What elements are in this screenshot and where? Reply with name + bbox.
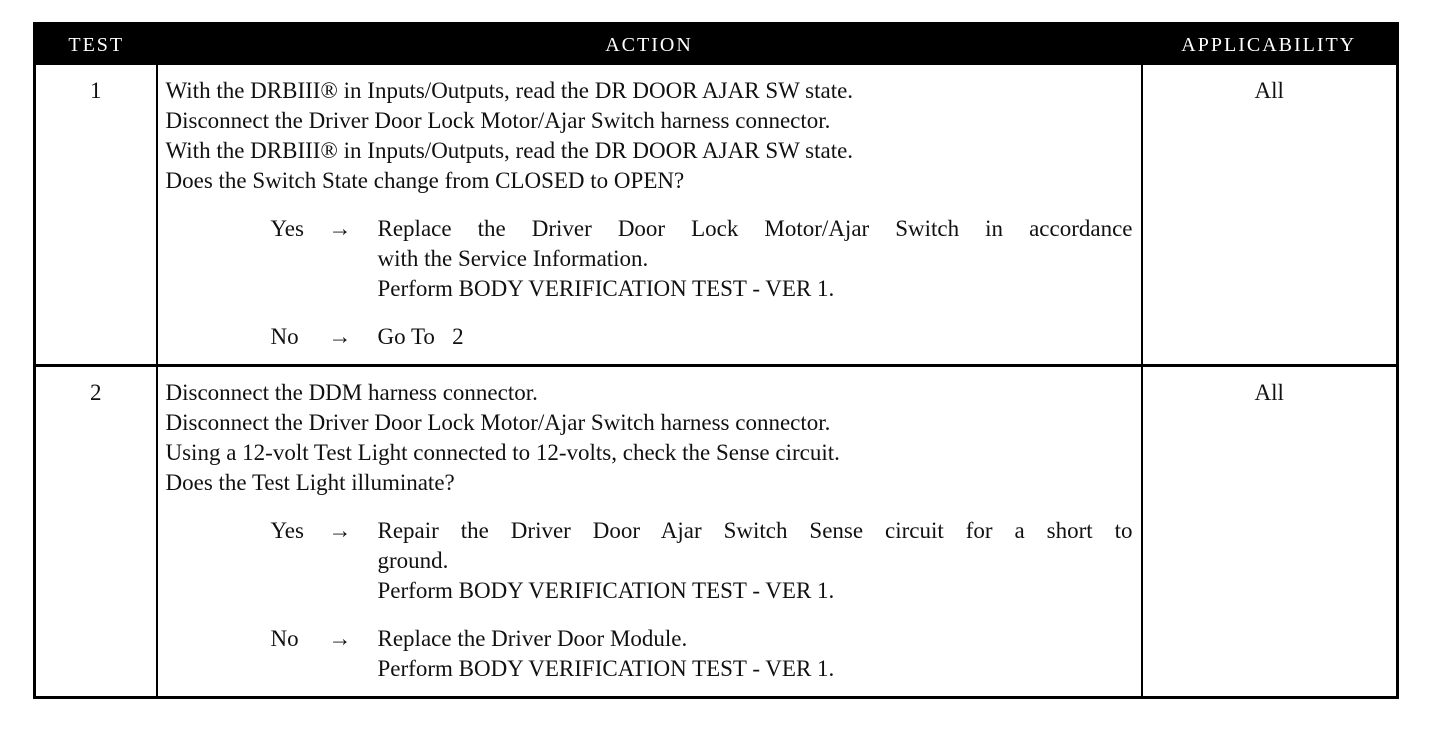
action-step: Using a 12-volt Test Light connected to 12-volts, check the Sense circuit. — [165, 440, 840, 465]
test-number: 1 — [35, 65, 157, 366]
diagnostic-test-table — [33, 22, 1399, 699]
outcome-text: Perform BODY VERIFICATION TEST - VER 1. — [377, 578, 835, 603]
outcome-yes — [166, 516, 1133, 606]
action-cell — [157, 366, 1142, 698]
outcome-text: Repair the Driver Door Ajar Switch Sense circuit for a short to — [377, 518, 1133, 543]
outcome-no-label: No — [270, 626, 299, 651]
outcome-text: Perform BODY VERIFICATION TEST - VER 1. — [377, 656, 835, 681]
outcome-no — [166, 322, 1133, 352]
action-step: With the DRBIII® in Inputs/Outputs, read the DR DOOR AJAR SW state. — [165, 138, 854, 163]
outcome-text: Replace the Driver Door Lock Motor/Ajar Switch in accordance — [377, 216, 1133, 241]
action-step: Does the Switch State change from CLOSED to OPEN? — [165, 168, 685, 193]
action-cell — [157, 65, 1142, 366]
outcome-yes — [166, 214, 1133, 304]
outcome-no — [166, 624, 1133, 684]
arrow-right-icon: → — [328, 626, 352, 651]
header-applicability: APPLICABILITY — [1142, 24, 1398, 66]
table-row — [35, 65, 1398, 366]
arrow-right-icon: → — [328, 324, 352, 349]
outcome-text: ground. — [377, 548, 449, 573]
action-step: Disconnect the Driver Door Lock Motor/Ajar Switch harness connector. — [165, 410, 831, 435]
outcomes — [166, 214, 1133, 352]
action-step: With the DRBIII® in Inputs/Outputs, read the DR DOOR AJAR SW state. — [165, 78, 854, 103]
action-step: Does the Test Light illuminate? — [165, 470, 455, 495]
header-test: TEST — [35, 24, 157, 66]
outcome-yes-label: Yes — [270, 518, 304, 543]
action-step: Disconnect the DDM harness connector. — [165, 380, 538, 405]
outcome-text: Perform BODY VERIFICATION TEST - VER 1. — [377, 276, 835, 301]
applicability-value: All — [1142, 65, 1398, 366]
outcome-text: Replace the Driver Door Module. — [377, 626, 688, 651]
outcome-yes-label: Yes — [270, 216, 304, 241]
test-number: 2 — [35, 366, 157, 698]
arrow-right-icon: → — [328, 216, 352, 241]
arrow-right-icon: → — [328, 518, 352, 543]
action-step: Disconnect the Driver Door Lock Motor/Ajar Switch harness connector. — [165, 108, 831, 133]
outcome-text: Go To 2 — [377, 324, 464, 349]
outcome-no-label: No — [270, 324, 299, 349]
table-header-row — [35, 24, 1398, 66]
header-action: ACTION — [157, 24, 1142, 66]
outcome-text: with the Service Information. — [377, 246, 649, 271]
table-row — [35, 366, 1398, 698]
outcomes — [166, 516, 1133, 684]
applicability-value: All — [1254, 380, 1284, 405]
